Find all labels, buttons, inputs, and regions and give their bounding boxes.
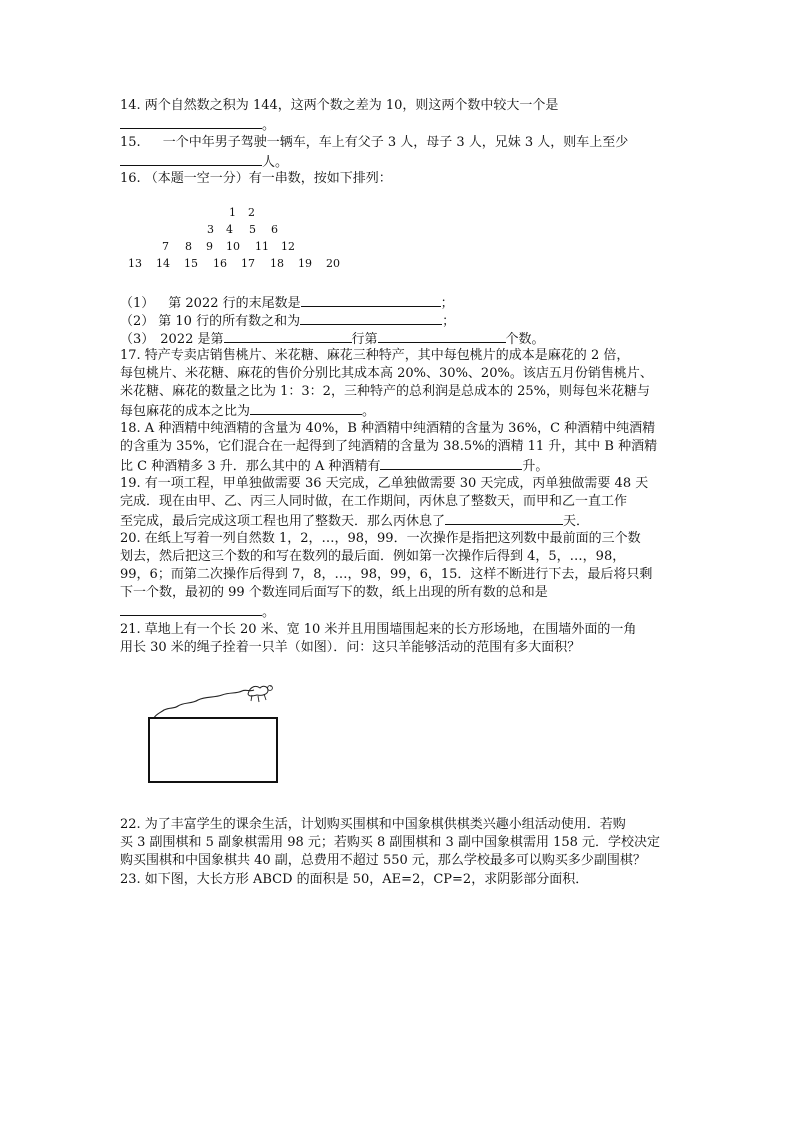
q19-line-3 bbox=[120, 511, 589, 531]
q15-answer-line bbox=[120, 152, 288, 172]
sheep-icon bbox=[248, 685, 272, 702]
q17-line-4-text: 每包麻花的成本之比为 bbox=[120, 404, 251, 419]
q16-sub-1-text: 第 2022 行的末尾数是 bbox=[168, 296, 301, 311]
triangle-number: 20 bbox=[326, 257, 340, 270]
rectangular-field bbox=[149, 718, 277, 782]
q16-sub-2 bbox=[120, 311, 455, 331]
triangle-number: 5 bbox=[249, 223, 256, 236]
q18-end: 升。 bbox=[522, 459, 549, 474]
triangle-number: 12 bbox=[281, 240, 295, 253]
q14-answer-line bbox=[120, 115, 275, 135]
triangle-number: 1 bbox=[229, 206, 236, 219]
triangle-number: 17 bbox=[241, 257, 255, 270]
q20-line-2: 划去，然后把这三个数的和写在数列的最后面．例如第一次操作后得到 4，5，…，98， bbox=[120, 549, 626, 564]
q22-line-3: 购买围棋和中国象棋共 40 副，总费用不超过 550 元，那么学校最多可以购买多少副围棋？ bbox=[120, 853, 646, 868]
triangle-number: 3 bbox=[207, 223, 214, 236]
q21-line-2: 用长 30 米的绳子拴着一只羊（如图）．问：这只羊能够活动的范围有多大面积？ bbox=[120, 640, 581, 655]
q17-line-4 bbox=[120, 401, 375, 421]
q16-sub-3-text-a: 2022 是第 bbox=[160, 332, 224, 347]
triangle-number: 4 bbox=[226, 223, 233, 236]
triangle-number: 2 bbox=[248, 206, 255, 219]
q21-line-1: 21. 草地上有一个长 20 米、宽 10 米并且用围墙围起来的长方形场地，在围墙外面的一角 bbox=[120, 622, 637, 637]
q16-sub-3-label: （3） bbox=[120, 332, 155, 347]
triangle-number: 10 bbox=[226, 240, 240, 253]
q16-sub-3-text-b: 行第 bbox=[351, 332, 378, 347]
q15-end: 人。 bbox=[262, 155, 289, 170]
triangle-number: 9 bbox=[206, 240, 213, 253]
q15-text: 一个中年男子驾驶一辆车，车上有父子 3 人，母子 3 人，兄妹 3 人，则车上至少 bbox=[162, 135, 629, 150]
q14-end: 。 bbox=[262, 118, 276, 133]
q22-line-1: 22. 为了丰富学生的课余生活，计划购买围棋和中国象棋供棋类兴趣小组活动使用．若购 bbox=[120, 817, 626, 832]
triangle-number: 19 bbox=[298, 257, 312, 270]
q20-line-1: 20. 在纸上写着一列自然数 1，2，…，98，99．一次操作是指把这列数中最前面的三个数 bbox=[120, 531, 641, 546]
q18-line-3 bbox=[120, 456, 548, 476]
q20-line-4: 下一个数，最初的 99 个数连同后面写下的数，纸上出现的所有数的总和是 bbox=[120, 585, 548, 600]
q18-answer-blank[interactable] bbox=[380, 456, 522, 470]
q14-answer-blank[interactable] bbox=[120, 115, 262, 129]
q19-answer-blank[interactable] bbox=[445, 511, 563, 525]
q20-answer-blank[interactable] bbox=[120, 602, 262, 616]
q16-sub-3-blank-row[interactable] bbox=[224, 329, 352, 343]
number-triangle-figure bbox=[118, 200, 358, 278]
triangle-number: 14 bbox=[156, 257, 170, 270]
triangle-number: 7 bbox=[162, 240, 169, 253]
q20-line-3: 99，6；而第二次操作后得到 7，8，…，98，99，6，15．这样不断进行下去，最后将只剩 bbox=[120, 567, 653, 582]
q16-sub-1-label: （1） bbox=[120, 296, 155, 311]
q16-sub-2-label: （2） bbox=[120, 314, 155, 329]
triangle-number: 8 bbox=[185, 240, 192, 253]
q16-sub-3-text-c: 个数。 bbox=[505, 332, 545, 347]
q16-sub-2-blank[interactable] bbox=[300, 311, 442, 325]
q16-sub-1-end: ； bbox=[440, 296, 454, 311]
sheep-field-figure bbox=[140, 680, 310, 790]
q16-sub-1-blank[interactable] bbox=[301, 293, 441, 307]
q18-line-2: 的含重为 35%，它们混合在一起得到了纯酒精的含量为 38.5%的酒精 11 升，其中 B 种酒精 bbox=[120, 439, 658, 454]
q23-line-1: 23. 如下图，大长方形 ABCD 的面积是 50，AE=2，CP=2，求阴影部分面积． bbox=[120, 872, 589, 887]
q16-sub-1 bbox=[120, 293, 454, 313]
q16-sub-3-blank-col[interactable] bbox=[378, 329, 506, 343]
q16-sub-3 bbox=[120, 329, 545, 349]
q15-number: 15. bbox=[120, 135, 141, 150]
q19-line-2: 完成．现在由甲、乙、丙三人同时做，在工作期间，丙休息了整数天，而甲和乙一直工作 bbox=[120, 494, 628, 509]
q22-line-2: 买 3 副围棋和 5 副象棋需用 98 元；若购买 8 副围棋和 3 副中国象棋需用 158 元．学校决定 bbox=[120, 835, 661, 850]
rope-path bbox=[154, 690, 254, 718]
q14-line-1: 14. 两个自然数之积为 144，这两个数之差为 10，则这两个数中较大一个是 bbox=[120, 98, 559, 113]
q16-sub-2-end: ； bbox=[442, 314, 456, 329]
q17-answer-blank[interactable] bbox=[250, 401, 362, 415]
q15-line-1 bbox=[120, 134, 628, 152]
q16-line-1: 16. （本题一空一分）有一串数，按如下排列： bbox=[120, 171, 392, 186]
q19-line-1: 19. 有一项工程，甲单独做需要 36 天完成，乙单独做需要 30 天完成，丙单独做需要 48 天 bbox=[120, 476, 649, 491]
q18-line-3-text: 比 C 种酒精多 3 升．那么其中的 A 种酒精有 bbox=[120, 459, 381, 474]
triangle-number: 13 bbox=[128, 257, 142, 270]
q19-line-3-text: 至完成，最后完成这项工程也用了整数天．那么丙休息了 bbox=[120, 514, 446, 529]
triangle-number: 6 bbox=[271, 223, 278, 236]
q17-line-3: 米花糖、麻花的数量之比为 1：3：2，三种特产的总利润是总成本的 25%，则每包米花糖与 bbox=[120, 384, 650, 399]
triangle-number: 16 bbox=[213, 257, 227, 270]
q19-end: 天． bbox=[563, 514, 590, 529]
triangle-number: 18 bbox=[270, 257, 284, 270]
triangle-number: 11 bbox=[255, 240, 269, 253]
triangle-number: 15 bbox=[184, 257, 198, 270]
q16-sub-2-text: 第 10 行的所有数之和为 bbox=[158, 314, 301, 329]
q20-end: 。 bbox=[262, 605, 276, 620]
q20-answer-line bbox=[120, 602, 275, 622]
q18-line-1: 18. A 种酒精中纯酒精的含量为 40%，B 种酒精中纯酒精的含量为 36%，C 种酒精中纯酒精 bbox=[120, 421, 656, 436]
q17-line-2: 每包桃片、米花糖、麻花的售价分别比其成本高 20%、30%、20%。该店五月份销售桃片、 bbox=[120, 366, 653, 381]
q15-answer-blank[interactable] bbox=[120, 152, 262, 166]
q17-line-1: 17. 特产专卖店销售桃片、米花糖、麻花三种特产，其中每包桃片的成本是麻花的 2 倍， bbox=[120, 348, 630, 363]
q17-end: 。 bbox=[362, 404, 376, 419]
